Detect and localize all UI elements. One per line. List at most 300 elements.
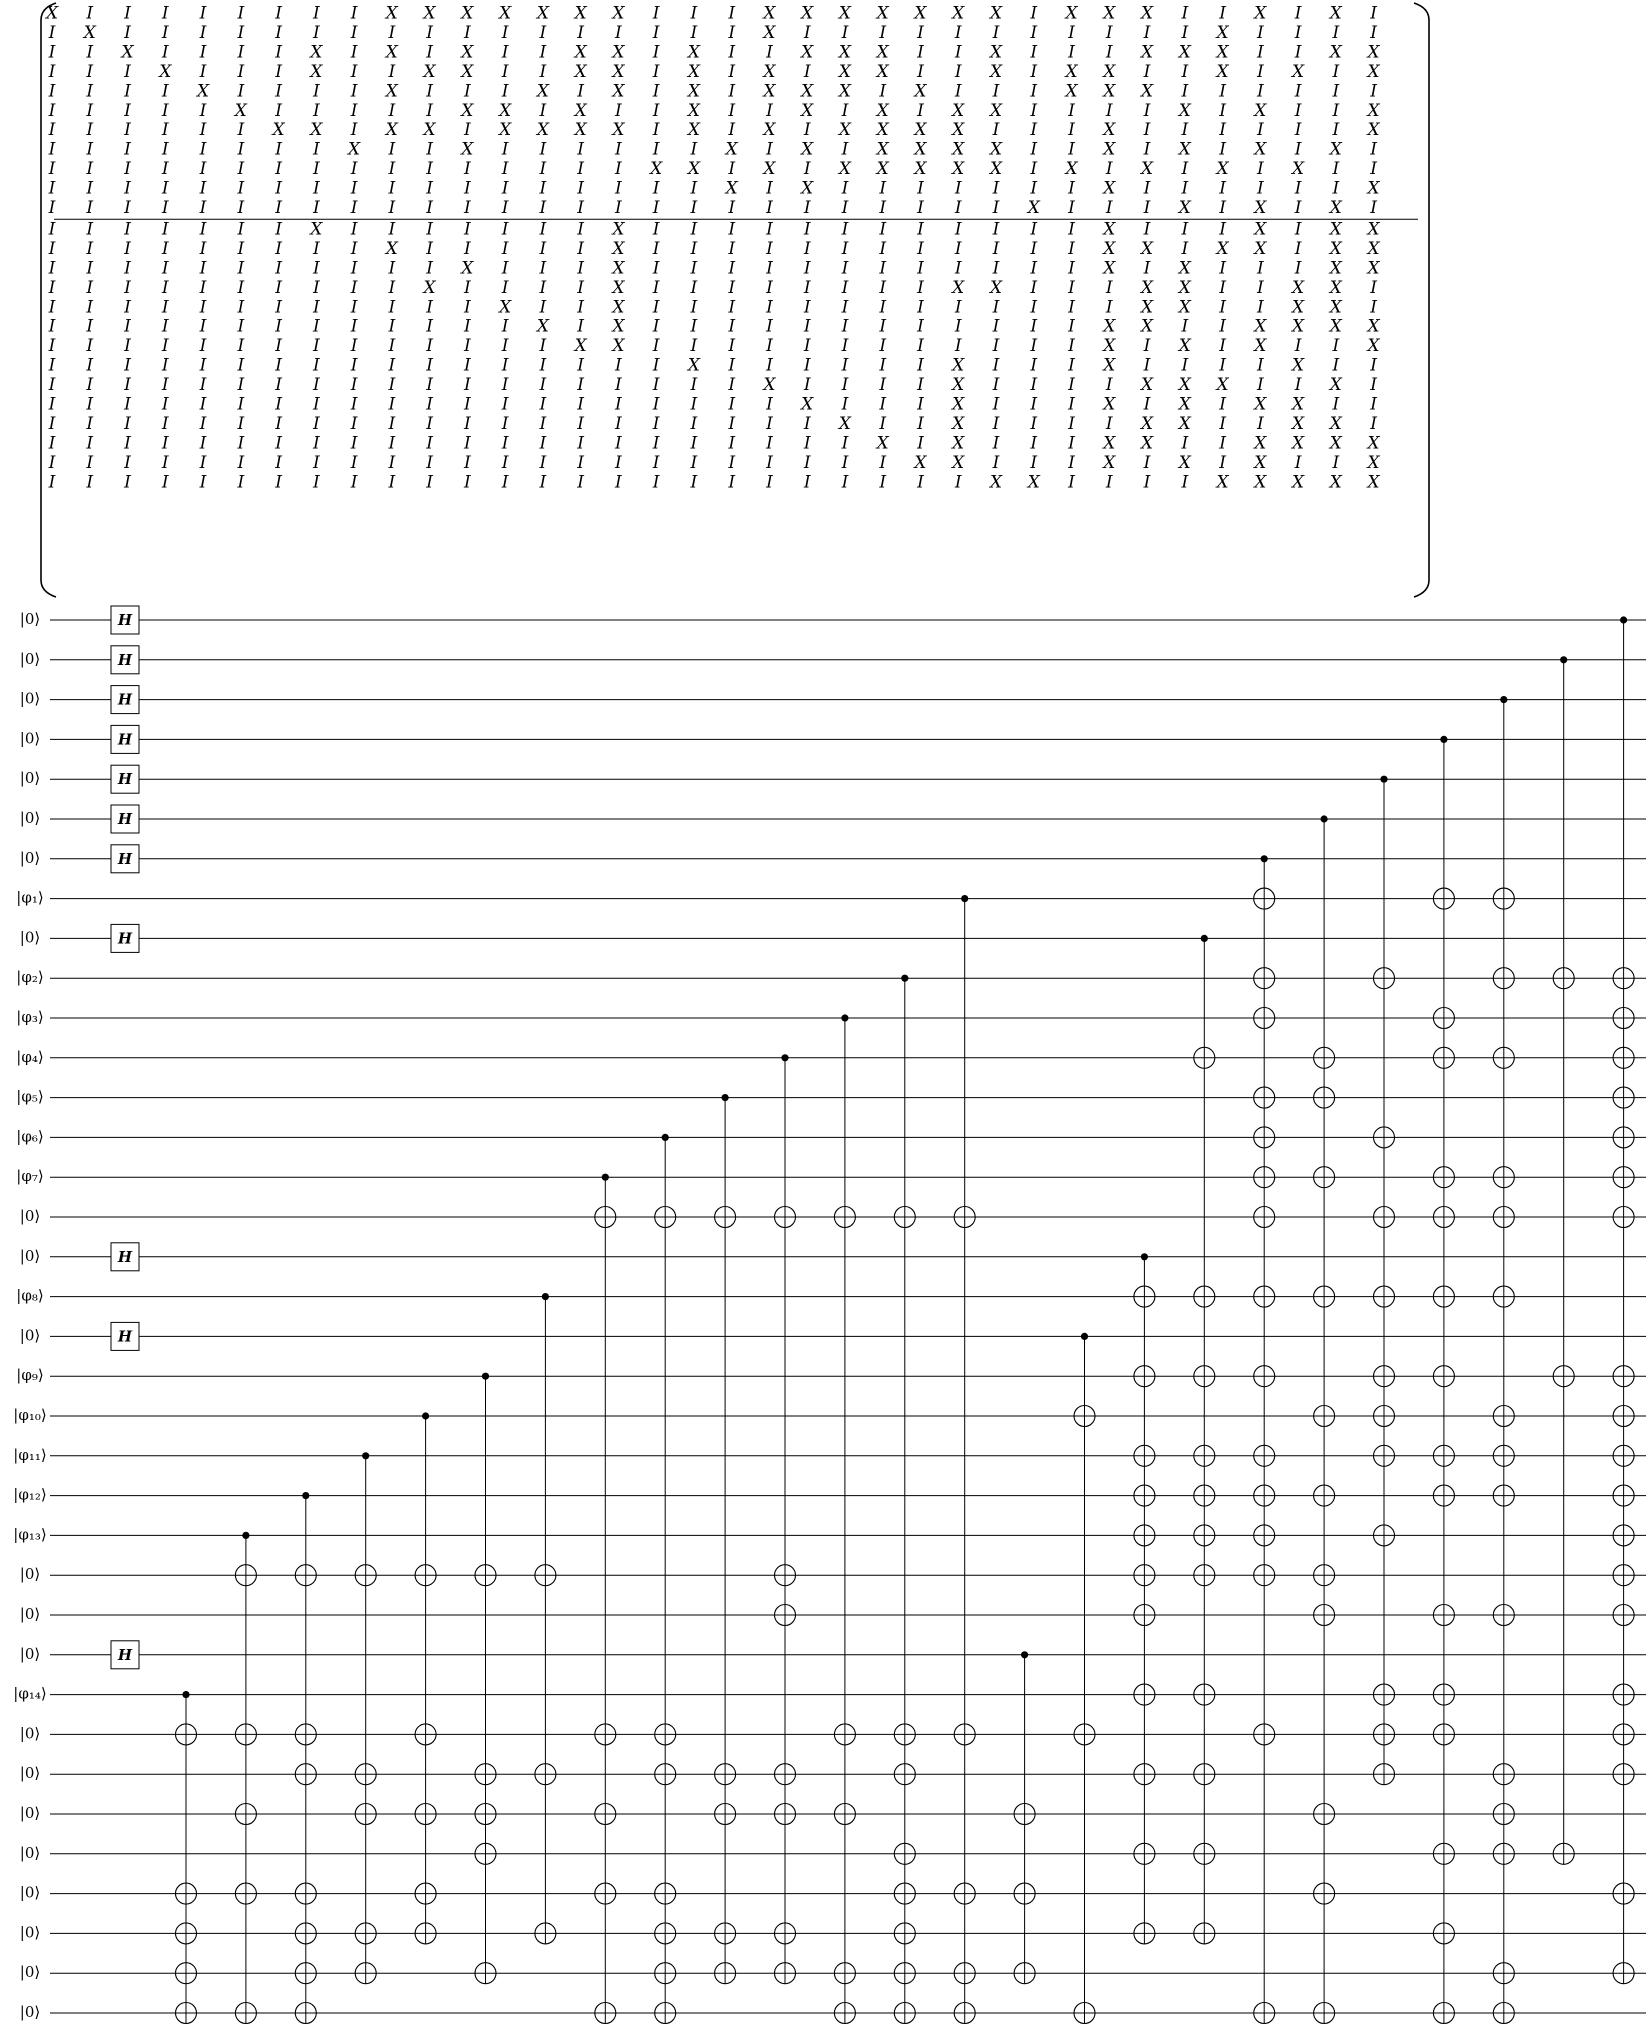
matrix-entry: I [652,100,660,121]
target-oplus [1493,1605,1514,1626]
matrix-entry: I [1294,178,1302,199]
matrix-entry: I [237,159,245,180]
matrix-entry: X [536,120,549,141]
target-oplus [475,1565,496,1586]
matrix-entry: I [161,100,169,121]
cnot-column [715,1094,736,1984]
target-oplus [834,1207,855,1228]
target-oplus [1553,1366,1574,1387]
matrix-entry: X [1103,61,1116,82]
matrix-entry: I [1030,375,1038,396]
matrix-entry: I [237,316,245,337]
target-oplus [295,1963,316,1984]
matrix-entry: I [577,219,584,240]
matrix-entry: I [501,258,509,279]
matrix-entry: X [1292,159,1305,180]
matrix-entry: X [989,61,1003,82]
matrix-entry: I [275,159,282,180]
matrix-entry: I [312,433,320,454]
matrix-entry: I [652,297,660,318]
matrix-entry: I [577,297,584,318]
matrix-entry: I [464,219,471,240]
target-oplus [894,1843,915,1864]
target-oplus [1493,1047,1514,1068]
matrix-entry: X [1367,472,1380,493]
matrix-entry: I [1143,355,1151,376]
matrix-entry: I [539,277,547,298]
matrix-entry: I [275,316,282,337]
matrix-entry: X [1216,472,1229,493]
target-oplus [894,2003,915,2024]
matrix-entry: I [728,297,736,318]
target-oplus [1613,1883,1634,1904]
matrix-entry: I [803,413,811,434]
matrix-entry: I [879,297,887,318]
matrix-entry: I [426,413,433,434]
matrix-entry: I [161,472,169,493]
matrix-entry: X [838,159,852,180]
target-oplus [1613,1008,1634,1029]
target-oplus [1134,1764,1155,1785]
target-oplus [715,1207,736,1228]
matrix-entry: X [83,22,96,43]
matrix-entry: I [954,219,962,240]
matrix-entry: I [728,100,736,121]
matrix-entry: I [766,100,773,121]
matrix-entry: I [161,413,169,434]
svg-text:H: H [117,650,133,669]
matrix-entry: I [1143,219,1151,240]
matrix-entry: I [312,139,320,160]
target-oplus [1374,1445,1395,1466]
matrix-entry: I [312,159,320,180]
target-oplus [1134,1843,1155,1864]
matrix-entry: I [1068,100,1075,121]
matrix-entry: I [615,433,622,454]
matrix-entry: I [917,433,924,454]
matrix-entry: X [1254,219,1267,240]
control-dot [841,1014,848,1021]
matrix-entry: I [652,375,660,396]
matrix-entry: I [501,178,509,199]
matrix-entry: X [461,100,474,121]
matrix-entry: X [1140,433,1154,454]
matrix-entry: X [876,3,889,24]
matrix-entry: I [86,3,94,24]
matrix-entry: X [1178,139,1191,160]
matrix-entry: I [992,120,1000,141]
matrix-entry: I [464,198,471,218]
matrix-entry: I [124,394,131,415]
target-oplus [1613,1127,1634,1148]
matrix-row [48,297,1378,317]
matrix-entry: I [501,238,509,259]
target-oplus [1613,1963,1634,1984]
matrix-entry: I [275,61,282,82]
target-oplus [595,2003,616,2024]
matrix-entry: I [728,219,736,240]
matrix-entry: I [350,394,358,415]
matrix-entry: I [841,375,849,396]
matrix-entry: X [121,42,134,63]
matrix-entry: I [615,472,622,493]
matrix-entry: I [237,219,245,240]
target-oplus [1613,1724,1634,1745]
matrix-entry: I [350,277,358,298]
target-oplus [1134,1366,1155,1387]
matrix-entry: I [766,178,773,199]
matrix-entry: I [539,433,547,454]
matrix-entry: I [237,258,245,279]
target-oplus [894,1883,915,1904]
matrix-entry: I [124,472,131,493]
wire-label: |φ₇⟩ [16,1167,44,1186]
target-oplus [1194,1565,1215,1586]
matrix-entry: I [879,258,887,279]
target-oplus [655,2003,676,2024]
matrix-entry: I [1370,413,1377,434]
matrix-entry: I [161,258,169,279]
matrix-entry: I [388,139,396,160]
target-oplus [595,1883,616,1904]
matrix-entry: I [312,413,320,434]
matrix-entry: X [1178,375,1191,396]
matrix-entry: I [879,394,887,415]
matrix-entry: I [275,219,282,240]
matrix-entry: I [652,336,660,357]
matrix-entry: I [350,198,358,218]
matrix-entry: I [275,433,282,454]
matrix-row [48,101,1381,121]
matrix-entry: I [652,452,660,473]
matrix-entry: X [1103,3,1116,24]
target-oplus [1433,1684,1454,1705]
matrix-entry: I [48,219,56,240]
matrix-entry: I [124,198,131,218]
matrix-entry: I [766,355,773,376]
matrix-entry: I [1030,238,1038,259]
matrix-entry: I [539,198,547,218]
matrix-entry: I [652,81,660,102]
matrix-entry: I [917,198,924,218]
target-oplus [176,1724,197,1745]
matrix-entry: I [652,316,660,337]
matrix-entry: I [426,394,433,415]
matrix-entry: I [199,316,207,337]
matrix-entry: I [539,139,547,160]
target-oplus [775,1923,796,1944]
matrix-entry: I [1370,81,1377,102]
target-oplus [1433,1167,1454,1188]
matrix-entry: I [577,277,584,298]
matrix-entry: I [803,297,811,318]
matrix-entry: X [838,3,852,24]
matrix-entry: I [879,238,887,259]
matrix-entry: I [841,22,849,43]
matrix-entry: I [992,22,1000,43]
matrix-entry: X [763,120,776,141]
matrix-entry: X [1065,61,1078,82]
matrix-entry: X [1367,238,1380,259]
matrix-entry: I [312,198,320,218]
matrix-entry: X [1140,42,1154,63]
target-oplus [176,2003,197,2024]
matrix-entry: I [841,198,849,218]
cnot-column [1314,815,1335,2023]
matrix-entry: I [1143,61,1151,82]
control-dot [901,975,908,982]
wire-label: |φ₁₀⟩ [13,1406,47,1424]
target-oplus [1493,1843,1514,1864]
target-oplus [1254,1167,1275,1188]
target-oplus [1553,1843,1574,1864]
matrix-entry: I [199,375,207,396]
matrix-entry: X [838,413,852,434]
target-oplus [235,2003,256,2024]
matrix-entry: I [1068,413,1075,434]
matrix-entry: I [803,120,811,141]
matrix-entry: X [914,120,927,141]
target-oplus [655,1923,676,1944]
matrix-entry: X [801,42,814,63]
control-dot [1560,656,1567,663]
matrix-entry: I [1143,258,1151,279]
matrix-row [48,317,1381,337]
cnot-column [1254,855,1275,2023]
matrix-entry: I [1105,375,1113,396]
matrix-entry: I [766,277,773,298]
matrix-entry: I [728,375,736,396]
matrix-entry: X [1292,433,1305,454]
matrix-entry: X [1254,3,1267,24]
matrix-entry: I [728,452,736,473]
matrix-entry: I [615,452,622,473]
matrix-entry: I [426,297,433,318]
matrix-entry: I [199,22,207,43]
matrix-entry: X [687,159,700,180]
matrix-entry: I [615,355,622,376]
matrix-entry: I [690,3,698,24]
target-oplus [1134,1565,1155,1586]
matrix-entry: I [1068,355,1075,376]
matrix-entry: X [1140,3,1154,24]
matrix-row [48,198,1378,218]
matrix-entry: X [725,139,738,160]
target-oplus [176,1883,197,1904]
target-oplus [1374,1366,1395,1387]
matrix-entry: I [917,394,924,415]
matrix-entry: I [1256,375,1264,396]
matrix-entry: X [385,120,398,141]
matrix-entry: I [388,100,396,121]
matrix-entry: I [1219,3,1226,24]
control-dot [482,1373,489,1380]
control-dot [242,1532,249,1539]
cnot-column [176,1691,197,2024]
matrix-entry: I [728,22,736,43]
matrix-entry: X [952,277,965,298]
target-oplus [1433,1485,1454,1506]
matrix-entry: I [652,238,660,259]
wire-label: |φ₃⟩ [16,1008,44,1026]
matrix-entry: I [539,355,547,376]
matrix-entry: I [199,120,207,141]
matrix-entry: I [728,42,736,63]
matrix-entry: X [1103,433,1116,454]
matrix-entry: I [917,42,924,63]
matrix-entry: I [1030,100,1038,121]
matrix-entry: X [461,42,474,63]
cnot-column [355,1452,376,1983]
matrix-entry: I [1105,22,1113,43]
matrix-entry: X [612,316,625,337]
cnot-column [295,1492,316,2024]
matrix-entry: X [876,433,889,454]
matrix-entry: I [766,139,773,160]
matrix-entry: I [48,42,56,63]
matrix-entry: I [312,100,320,121]
matrix-entry: I [426,139,433,160]
matrix-entry: I [312,336,320,357]
matrix-entry: X [1216,42,1229,63]
matrix-entry: X [952,433,965,454]
matrix-entry: I [917,100,924,121]
matrix-entry: I [803,219,811,240]
matrix-entry: I [1105,277,1113,298]
matrix-entry: I [954,336,962,357]
matrix-entry: I [464,120,471,141]
matrix-entry: I [615,178,622,199]
matrix-entry: I [1219,316,1226,337]
wire-label: |0⟩ [19,2003,41,2021]
matrix-entry: X [1178,413,1191,434]
hadamard-gate [111,606,139,634]
matrix-entry: I [350,159,358,180]
matrix-entry: I [501,472,509,493]
matrix-entry: X [876,139,889,160]
target-oplus [1254,1565,1275,1586]
wire-label: |0⟩ [19,689,41,708]
target-oplus [235,1883,256,1904]
matrix-entry: I [388,61,396,82]
wire-label: |0⟩ [19,1605,41,1623]
matrix-entry: I [1181,238,1189,259]
target-oplus [1613,1207,1634,1228]
wire-label: |0⟩ [19,1207,41,1225]
matrix-entry: I [728,3,736,24]
matrix-entry: I [350,433,358,454]
target-oplus [1433,888,1454,909]
matrix-entry: I [86,472,94,493]
matrix-entry: X [1140,277,1154,298]
matrix-entry: I [879,198,887,218]
target-oplus [475,1843,496,1864]
matrix-entry: I [86,198,94,218]
matrix-entry: I [1030,3,1038,24]
target-oplus [1314,1406,1335,1427]
matrix-entry: X [1254,100,1267,121]
hadamard-gate [111,924,139,952]
matrix-entry: I [350,375,358,396]
matrix-entry: I [1030,433,1038,454]
matrix-entry: I [917,355,924,376]
matrix-entry: I [992,297,1000,318]
matrix-entry: I [954,472,962,493]
matrix-row [48,159,1378,179]
matrix-entry: I [464,472,471,493]
matrix-entry: I [237,355,245,376]
svg-text:H: H [117,849,133,868]
wire-label: |0⟩ [19,1246,41,1265]
matrix-row [48,42,1381,62]
matrix-entry: I [86,120,94,141]
matrix-entry: I [728,433,736,454]
matrix-entry: X [1367,316,1380,337]
matrix-entry: I [1219,120,1226,141]
matrix-entry: X [1027,472,1040,493]
matrix-entry: X [1140,297,1154,318]
matrix-entry: I [728,413,736,434]
hadamard-gate [111,646,139,674]
matrix-entry: I [48,472,56,493]
matrix-entry: X [310,61,323,82]
target-oplus [355,1764,376,1785]
target-oplus [1613,1684,1634,1705]
target-oplus [595,1724,616,1745]
matrix-entry: I [615,198,622,218]
target-oplus [715,1804,736,1825]
matrix-entry: X [1140,238,1154,259]
matrix-entry: I [1294,452,1302,473]
target-oplus [1194,1764,1215,1785]
wire-label: |0⟩ [19,769,41,788]
target-oplus [655,1963,676,1984]
matrix-entry: I [577,355,584,376]
matrix-entry: X [1367,120,1380,141]
matrix-entry: I [275,3,282,24]
matrix-entry: I [1294,3,1302,24]
matrix-entry: I [124,22,131,43]
matrix-entry: I [1256,81,1264,102]
matrix-entry: I [464,375,471,396]
matrix-entry: I [426,42,433,63]
matrix-entry: X [1254,472,1267,493]
matrix-entry: I [1370,355,1377,376]
matrix-entry: I [690,277,698,298]
target-oplus [715,1963,736,1984]
matrix-entry: I [652,139,660,160]
matrix-entry: I [350,413,358,434]
matrix-entry: I [1068,198,1075,218]
matrix-entry: I [728,355,736,376]
matrix-row [48,375,1378,395]
matrix-entry: I [766,198,773,218]
matrix-entry: X [310,42,323,63]
matrix-entry: I [464,452,471,473]
matrix-entry: I [1143,139,1151,160]
matrix-entry: I [388,375,396,396]
matrix-entry: X [1103,178,1116,199]
matrix-entry: I [350,258,358,279]
matrix-entry: X [612,42,625,63]
matrix-entry: I [350,100,358,121]
matrix-entry: I [161,355,169,376]
matrix-entry: I [879,316,887,337]
matrix-entry: I [992,375,1000,396]
matrix-entry: I [426,336,433,357]
matrix-entry: I [199,452,207,473]
target-oplus [1314,1883,1335,1904]
